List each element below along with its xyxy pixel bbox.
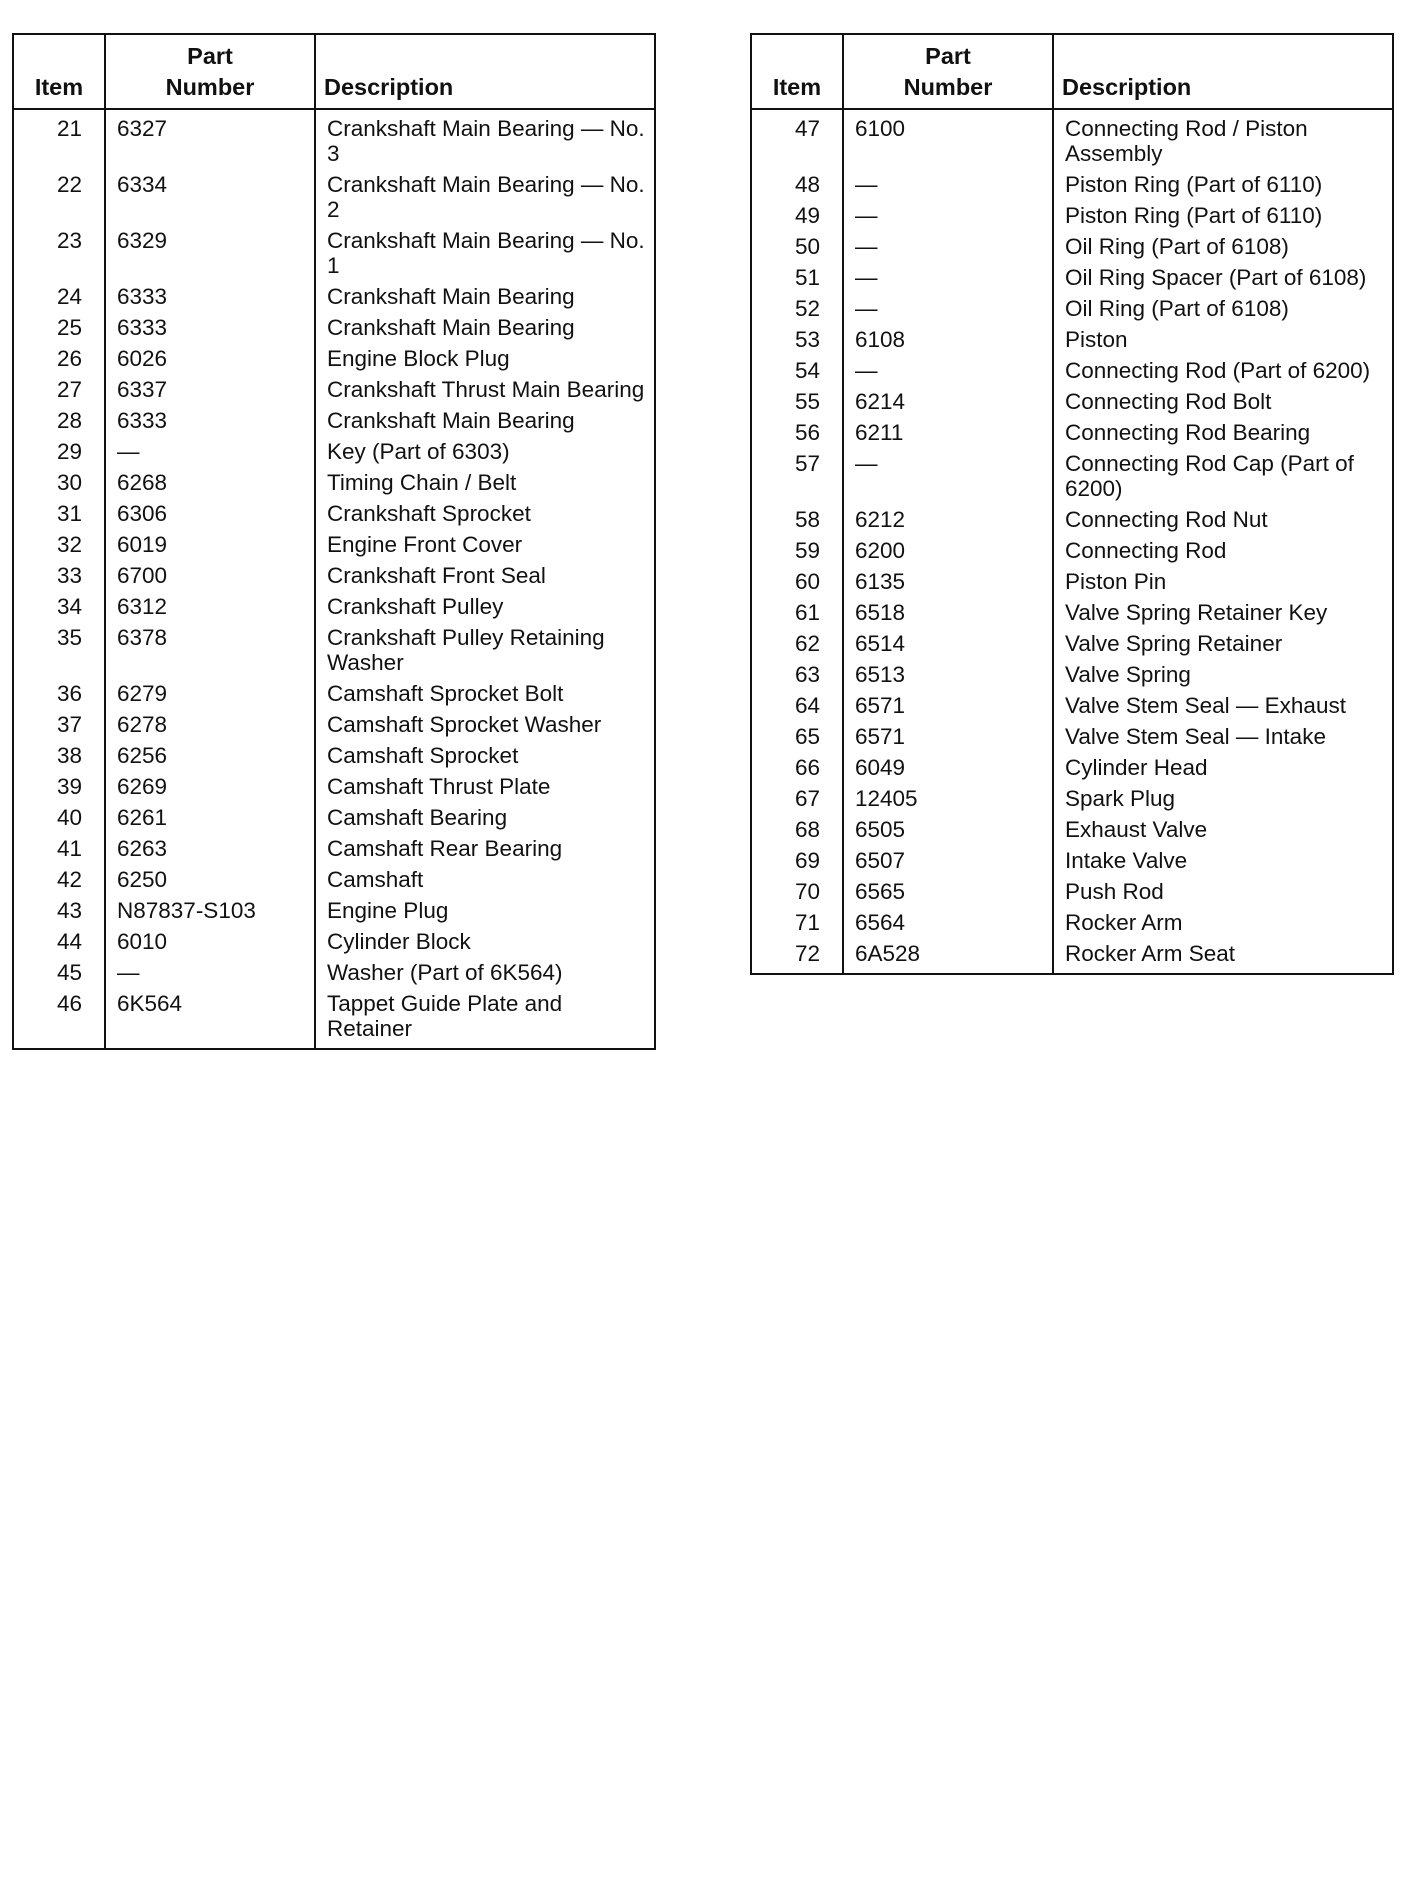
- description-cell: Spark Plug: [1053, 783, 1393, 814]
- part-number-cell: 6268: [105, 467, 315, 498]
- description-cell: Connecting Rod Cap (Part of 6200): [1053, 448, 1393, 504]
- part-number-cell: 6518: [843, 597, 1053, 628]
- part-number-cell: 6211: [843, 417, 1053, 448]
- table-row: [13, 833, 655, 864]
- table-row: [751, 752, 1393, 783]
- part-number-cell: 6571: [843, 690, 1053, 721]
- column-header-item: Item: [751, 34, 843, 109]
- table-row: [13, 498, 655, 529]
- description-cell: Timing Chain / Belt: [315, 467, 655, 498]
- item-number-cell: 22: [56, 172, 82, 197]
- description-cell: Camshaft Sprocket: [315, 740, 655, 771]
- part-number-cell: 6261: [105, 802, 315, 833]
- parts-table-left-body: [13, 109, 655, 1049]
- item-number-cell: 46: [56, 991, 82, 1016]
- column-header-description: Description: [1053, 34, 1393, 109]
- item-number-cell: 67: [794, 786, 820, 811]
- table-row: [13, 988, 655, 1049]
- item-number-cell: 36: [56, 681, 82, 706]
- description-cell: Engine Block Plug: [315, 343, 655, 374]
- description-cell: Push Rod: [1053, 876, 1393, 907]
- item-number-cell: 50: [794, 234, 820, 259]
- description-cell: Piston Ring (Part of 6110): [1053, 200, 1393, 231]
- description-cell: Connecting Rod / Piston Assembly: [1053, 109, 1393, 169]
- description-cell: Oil Ring Spacer (Part of 6108): [1053, 262, 1393, 293]
- table-row: [751, 783, 1393, 814]
- table-row: [751, 690, 1393, 721]
- item-number-cell: 43: [56, 898, 82, 923]
- item-number-cell: 53: [794, 327, 820, 352]
- table-row: [751, 597, 1393, 628]
- description-cell: Valve Stem Seal — Exhaust: [1053, 690, 1393, 721]
- part-number-cell: 6312: [105, 591, 315, 622]
- description-cell: Camshaft: [315, 864, 655, 895]
- table-row: [751, 535, 1393, 566]
- part-number-cell: 6263: [105, 833, 315, 864]
- table-row: [13, 926, 655, 957]
- table-row: [13, 740, 655, 771]
- table-row: [751, 876, 1393, 907]
- description-cell: Connecting Rod Nut: [1053, 504, 1393, 535]
- item-number-cell: 57: [794, 451, 820, 476]
- part-number-cell: 6K564: [105, 988, 315, 1049]
- table-row: [13, 957, 655, 988]
- part-number-cell: 6378: [105, 622, 315, 678]
- description-cell: Connecting Rod Bearing: [1053, 417, 1393, 448]
- table-row: [751, 907, 1393, 938]
- item-number-cell: 60: [794, 569, 820, 594]
- item-number-cell: 52: [794, 296, 820, 321]
- table-row: [13, 374, 655, 405]
- item-number-cell: 21: [56, 116, 82, 141]
- item-number-cell: 61: [794, 600, 820, 625]
- description-cell: Crankshaft Main Bearing — No. 3: [315, 109, 655, 169]
- part-number-cell: 6026: [105, 343, 315, 374]
- item-number-cell: 72: [794, 941, 820, 966]
- table-row: [13, 467, 655, 498]
- item-number-cell: 64: [794, 693, 820, 718]
- item-number-cell: 45: [56, 960, 82, 985]
- part-number-cell: 6A528: [843, 938, 1053, 974]
- part-number-cell: 6269: [105, 771, 315, 802]
- table-row: [13, 281, 655, 312]
- table-row: [13, 225, 655, 281]
- item-number-cell: 54: [794, 358, 820, 383]
- table-row: [751, 845, 1393, 876]
- item-number-cell: 70: [794, 879, 820, 904]
- table-row: [13, 436, 655, 467]
- description-cell: Cylinder Block: [315, 926, 655, 957]
- part-number-cell: 6108: [843, 324, 1053, 355]
- table-row: [751, 721, 1393, 752]
- item-number-cell: 58: [794, 507, 820, 532]
- description-cell: Crankshaft Sprocket: [315, 498, 655, 529]
- table-row: [13, 864, 655, 895]
- table-row: [751, 504, 1393, 535]
- part-number-cell: N87837-S103: [105, 895, 315, 926]
- description-cell: Connecting Rod Bolt: [1053, 386, 1393, 417]
- description-cell: Exhaust Valve: [1053, 814, 1393, 845]
- table-row: [751, 448, 1393, 504]
- description-cell: Valve Spring Retainer: [1053, 628, 1393, 659]
- description-cell: Rocker Arm: [1053, 907, 1393, 938]
- description-cell: Rocker Arm Seat: [1053, 938, 1393, 974]
- description-cell: Washer (Part of 6K564): [315, 957, 655, 988]
- item-number-cell: 26: [56, 346, 82, 371]
- part-number-cell: 6337: [105, 374, 315, 405]
- table-row: [13, 802, 655, 833]
- table-row: [751, 231, 1393, 262]
- description-cell: Valve Stem Seal — Intake: [1053, 721, 1393, 752]
- table-row: [13, 591, 655, 622]
- part-number-cell: 6278: [105, 709, 315, 740]
- part-number-cell: 6564: [843, 907, 1053, 938]
- description-cell: Crankshaft Main Bearing: [315, 281, 655, 312]
- description-cell: Piston: [1053, 324, 1393, 355]
- table-row: [751, 324, 1393, 355]
- description-cell: Crankshaft Main Bearing — No. 1: [315, 225, 655, 281]
- table-row: [751, 814, 1393, 845]
- item-number-cell: 32: [56, 532, 82, 557]
- description-cell: Crankshaft Thrust Main Bearing: [315, 374, 655, 405]
- item-number-cell: 47: [794, 116, 820, 141]
- description-cell: Crankshaft Main Bearing — No. 2: [315, 169, 655, 225]
- item-number-cell: 37: [56, 712, 82, 737]
- item-number-cell: 23: [56, 228, 82, 253]
- description-cell: Connecting Rod: [1053, 535, 1393, 566]
- item-number-cell: 48: [794, 172, 820, 197]
- table-row: [13, 169, 655, 225]
- part-number-cell: 6200: [843, 535, 1053, 566]
- item-number-cell: 41: [56, 836, 82, 861]
- item-number-cell: 49: [794, 203, 820, 228]
- description-cell: Camshaft Thrust Plate: [315, 771, 655, 802]
- table-row: [751, 628, 1393, 659]
- item-number-cell: 56: [794, 420, 820, 445]
- description-cell: Camshaft Sprocket Washer: [315, 709, 655, 740]
- part-number-cell: —: [843, 355, 1053, 386]
- table-row: [13, 405, 655, 436]
- description-cell: Engine Plug: [315, 895, 655, 926]
- part-number-cell: 6049: [843, 752, 1053, 783]
- description-cell: Crankshaft Front Seal: [315, 560, 655, 591]
- description-cell: Piston Pin: [1053, 566, 1393, 597]
- item-number-cell: 31: [56, 501, 82, 526]
- table-row: [13, 343, 655, 374]
- part-number-cell: 6700: [105, 560, 315, 591]
- table-row: [13, 709, 655, 740]
- item-number-cell: 30: [56, 470, 82, 495]
- part-number-cell: 6010: [105, 926, 315, 957]
- part-number-cell: —: [105, 436, 315, 467]
- part-number-cell: 6333: [105, 312, 315, 343]
- table-row: [751, 355, 1393, 386]
- description-cell: Camshaft Sprocket Bolt: [315, 678, 655, 709]
- part-number-cell: 6507: [843, 845, 1053, 876]
- description-cell: Valve Spring: [1053, 659, 1393, 690]
- parts-table-right-body: [751, 109, 1393, 974]
- table-row: [751, 659, 1393, 690]
- description-cell: Oil Ring (Part of 6108): [1053, 231, 1393, 262]
- part-number-cell: —: [843, 231, 1053, 262]
- item-number-cell: 40: [56, 805, 82, 830]
- part-number-cell: 6306: [105, 498, 315, 529]
- item-number-cell: 35: [56, 625, 82, 650]
- table-row: [751, 938, 1393, 974]
- part-number-cell: 6333: [105, 281, 315, 312]
- item-number-cell: 55: [794, 389, 820, 414]
- column-header-part-number: Part Number: [105, 34, 315, 109]
- description-cell: Camshaft Bearing: [315, 802, 655, 833]
- table-header-row: [13, 34, 655, 109]
- description-cell: Piston Ring (Part of 6110): [1053, 169, 1393, 200]
- part-number-cell: —: [843, 262, 1053, 293]
- part-number-cell: 6514: [843, 628, 1053, 659]
- column-header-part-number: Part Number: [843, 34, 1053, 109]
- part-number-cell: 6135: [843, 566, 1053, 597]
- part-number-cell: 6212: [843, 504, 1053, 535]
- description-cell: Crankshaft Pulley Retaining Washer: [315, 622, 655, 678]
- item-number-cell: 42: [56, 867, 82, 892]
- item-number-cell: 39: [56, 774, 82, 799]
- item-number-cell: 24: [56, 284, 82, 309]
- part-number-cell: 6505: [843, 814, 1053, 845]
- part-number-cell: —: [105, 957, 315, 988]
- description-cell: Crankshaft Main Bearing: [315, 405, 655, 436]
- part-number-cell: 6329: [105, 225, 315, 281]
- table-row: [13, 109, 655, 169]
- item-number-cell: 27: [56, 377, 82, 402]
- item-number-cell: 66: [794, 755, 820, 780]
- table-row: [13, 895, 655, 926]
- item-number-cell: 65: [794, 724, 820, 749]
- description-cell: Camshaft Rear Bearing: [315, 833, 655, 864]
- description-cell: Engine Front Cover: [315, 529, 655, 560]
- description-cell: Tappet Guide Plate and Retainer: [315, 988, 655, 1049]
- part-number-cell: 6513: [843, 659, 1053, 690]
- part-number-cell: —: [843, 200, 1053, 231]
- part-number-cell: 6279: [105, 678, 315, 709]
- table-row: [751, 169, 1393, 200]
- item-number-cell: 33: [56, 563, 82, 588]
- item-number-cell: 62: [794, 631, 820, 656]
- item-number-cell: 25: [56, 315, 82, 340]
- part-number-cell: 6327: [105, 109, 315, 169]
- part-number-cell: 6334: [105, 169, 315, 225]
- column-header-description: Description: [315, 34, 655, 109]
- item-number-cell: 51: [794, 265, 820, 290]
- part-number-cell: 12405: [843, 783, 1053, 814]
- part-number-cell: 6333: [105, 405, 315, 436]
- parts-table-right: [750, 33, 1394, 975]
- table-header-row: [751, 34, 1393, 109]
- table-row: [751, 109, 1393, 169]
- description-cell: Intake Valve: [1053, 845, 1393, 876]
- table-row: [13, 622, 655, 678]
- description-cell: Cylinder Head: [1053, 752, 1393, 783]
- item-number-cell: 34: [56, 594, 82, 619]
- description-cell: Connecting Rod (Part of 6200): [1053, 355, 1393, 386]
- description-cell: Key (Part of 6303): [315, 436, 655, 467]
- part-number-cell: 6256: [105, 740, 315, 771]
- part-number-cell: —: [843, 448, 1053, 504]
- description-cell: Oil Ring (Part of 6108): [1053, 293, 1393, 324]
- description-cell: Valve Spring Retainer Key: [1053, 597, 1393, 628]
- item-number-cell: 71: [794, 910, 820, 935]
- table-row: [13, 678, 655, 709]
- item-number-cell: 38: [56, 743, 82, 768]
- description-cell: Crankshaft Main Bearing: [315, 312, 655, 343]
- table-row: [13, 529, 655, 560]
- table-row: [751, 200, 1393, 231]
- part-number-cell: 6565: [843, 876, 1053, 907]
- part-number-cell: 6250: [105, 864, 315, 895]
- table-row: [751, 386, 1393, 417]
- item-number-cell: 68: [794, 817, 820, 842]
- part-number-cell: 6019: [105, 529, 315, 560]
- table-row: [13, 771, 655, 802]
- item-number-cell: 59: [794, 538, 820, 563]
- table-row: [751, 262, 1393, 293]
- part-number-cell: 6214: [843, 386, 1053, 417]
- table-row: [13, 560, 655, 591]
- item-number-cell: 28: [56, 408, 82, 433]
- table-row: [751, 566, 1393, 597]
- item-number-cell: 44: [56, 929, 82, 954]
- column-header-item: Item: [13, 34, 105, 109]
- item-number-cell: 29: [56, 439, 82, 464]
- table-row: [751, 293, 1393, 324]
- part-number-cell: —: [843, 293, 1053, 324]
- item-number-cell: 63: [794, 662, 820, 687]
- description-cell: Crankshaft Pulley: [315, 591, 655, 622]
- part-number-cell: —: [843, 169, 1053, 200]
- item-number-cell: 69: [794, 848, 820, 873]
- table-row: [13, 312, 655, 343]
- part-number-cell: 6100: [843, 109, 1053, 169]
- table-row: [751, 417, 1393, 448]
- parts-table-left: [12, 33, 656, 1050]
- part-number-cell: 6571: [843, 721, 1053, 752]
